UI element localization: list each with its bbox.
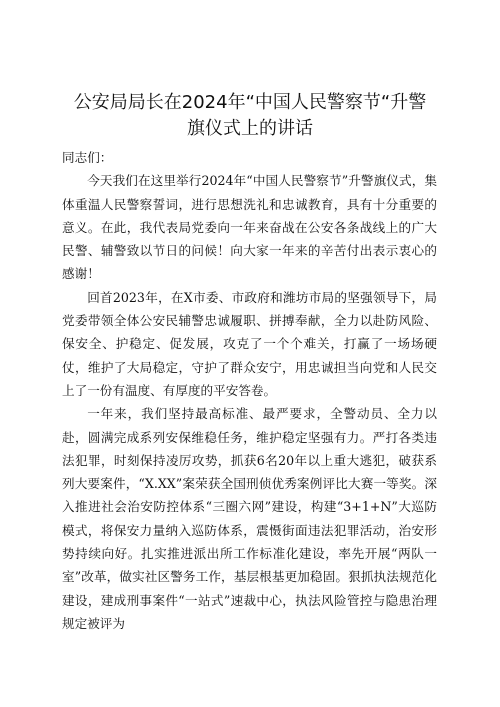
salutation: 同志们：: [62, 150, 113, 165]
document-body: [62, 146, 437, 635]
paragraph-1: 今天我们在这里举行2024年“中国人民警察节”升警旗仪式，集体重温人民警察誓词，进行思想洗礼和忠诚教育，具有十分重要的意义。在此，我代表局党委向一年来奋战在公安各条战线上的广大民警、辅警致以节日的问候！向大家一年来的辛苦付出表示衷心的感谢！: [62, 173, 437, 282]
title-line-1: 公安局局长在2024年“中国人民警察节“升警: [73, 92, 427, 113]
paragraph-3: 一年来，我们坚持最高标准、最严要求，全警动员、全力以赴，圆满完成系列安保维稳任务，维护稳定坚强有力。严打各类违法犯罪，时刻保持凌厉攻势，抓获6名20年以上重大逃犯，破获系列大要案件，“X.XX”案荣获全国刑侦优秀案例评比大赛一等奖。深入推进社会治安防控体系“三圈六网”建设，构建“3+1+N”大巡防模式，将保安力量纳入巡防体系，震慑街面违法犯罪活动，治安形势持续向好。扎实推进派出所工作标准化建设，率先开展“两队一室”改革，做实社区警务工作，基层根基更加稳固。狠抓执法规范化建设，建成刑事案件“一站式”速裁中心，执法风险管控与隐患治理规定被评为: [62, 406, 437, 631]
title-line-2: 旗仪式上的讲话: [187, 118, 313, 139]
document-title: [40, 90, 460, 142]
paragraph-2: 回首2023年，在X市委、市政府和潍坊市局的坚强领导下，局党委带领全体公安民辅警忠诚履职、拼搏奉献，全力以赴防风险、保安全、护稳定、促发展，攻克了一个个难关，打赢了一场场硬仗，维护了大局稳定，守护了群众安宁，用忠诚担当向党和人民交上了一份有温度、有厚度的平安答卷。: [62, 289, 437, 398]
